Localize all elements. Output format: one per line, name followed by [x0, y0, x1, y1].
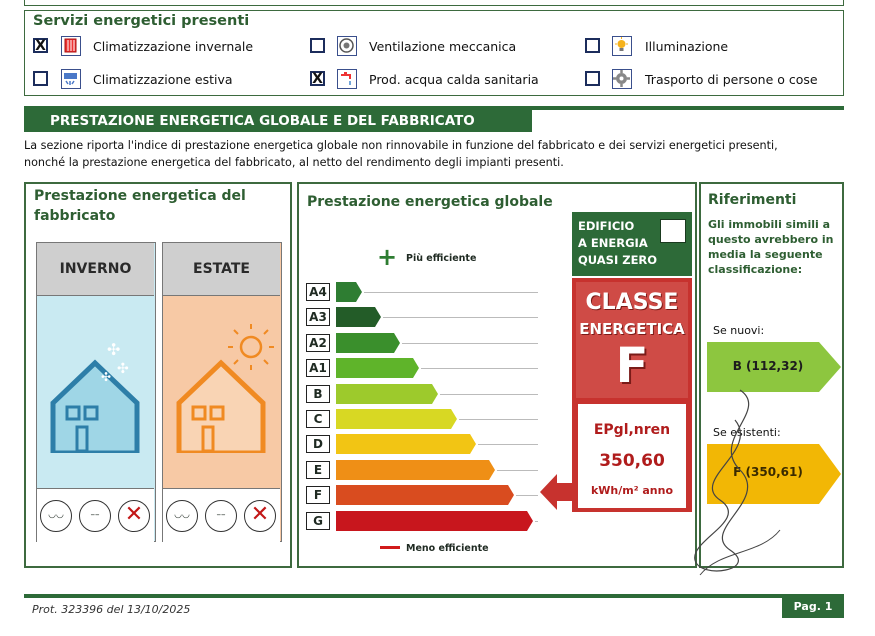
class-label-a2: A2 [306, 334, 330, 352]
classe-label: CLASSE [585, 290, 679, 315]
class-label-c: C [306, 410, 330, 428]
summer-card [162, 242, 282, 542]
ep-unit: kWh/m² anno [590, 484, 674, 497]
nzeb-label-2: A ENERGIA [578, 236, 648, 250]
checkbox-winter-heating[interactable]: X [33, 38, 48, 53]
service-label-winter-heating: Climatizzazione invernale [93, 39, 254, 54]
references-text-4: classificazione: [708, 263, 803, 276]
existing-buildings-label: Se esistenti: [713, 426, 781, 439]
service-label-lighting: Illuminazione [645, 39, 729, 54]
energetica-label: ENERGETICA [579, 320, 685, 338]
services-panel [24, 10, 844, 96]
class-label-d: D [306, 435, 330, 453]
signature [680, 380, 800, 590]
summer-face-neutral: –– [205, 500, 237, 532]
class-guide-line [535, 521, 538, 522]
radiator-icon [61, 36, 81, 56]
energy-class-value: F [615, 338, 649, 394]
class-guide-line [364, 292, 538, 293]
current-class-arrow [540, 472, 574, 512]
new-buildings-value: B (112,32) [732, 359, 804, 373]
protocol-text: Prot. 323396 del 13/10/2025 [32, 603, 191, 616]
summer-house-icon [171, 323, 275, 453]
ep-label: EPgl,nren [593, 422, 671, 438]
class-bar-a3 [336, 307, 381, 327]
svg-text:✣: ✣ [117, 361, 129, 377]
building-performance-panel [24, 182, 292, 568]
summer-label: ESTATE [193, 261, 250, 277]
section-description-2: nonché la prestazione energetica del fabbricato, al netto del rendimento degli impianti presenti. [24, 156, 564, 169]
global-title: Prestazione energetica globale [307, 194, 553, 210]
services-title: Servizi energetici presenti [33, 13, 250, 29]
class-label-a3: A3 [306, 308, 330, 326]
winter-face-neutral: –– [79, 500, 111, 532]
class-bar-b [336, 384, 438, 404]
existing-buildings-value: F (350,61) [733, 465, 803, 479]
class-bar-a2 [336, 333, 400, 353]
summer-face-bad: ✕ [244, 500, 276, 532]
references-title: Riferimenti [708, 192, 797, 208]
winter-face-bad: ✕ [118, 500, 150, 532]
gear-icon [612, 69, 632, 89]
winter-card [36, 242, 156, 542]
class-guide-line [459, 419, 538, 420]
ep-value: 350,60 [599, 451, 665, 471]
nzeb-checkbox[interactable] [660, 219, 686, 243]
svg-text:✣: ✣ [101, 370, 112, 384]
references-text-3: media la seguente [708, 248, 823, 261]
air-conditioner-icon [61, 69, 81, 89]
faucet-icon [337, 69, 357, 89]
class-bar-c [336, 409, 457, 429]
section-title: PRESTAZIONE ENERGETICA GLOBALE E DEL FABBRICATO [50, 113, 475, 129]
references-text-2: questo avrebbero in [708, 233, 834, 246]
class-guide-line [440, 394, 538, 395]
class-guide-line [383, 317, 538, 318]
service-label-mechanical-ventilation: Ventilazione meccanica [369, 39, 517, 54]
references-text-1: Gli immobili simili a [708, 218, 831, 231]
class-bar-a1 [336, 358, 419, 378]
service-label-transport: Trasporto di persone o cose [645, 72, 818, 87]
class-label-a4: A4 [306, 283, 330, 301]
class-guide-line [421, 368, 538, 369]
lightbulb-icon [612, 36, 632, 56]
checkbox-transport[interactable] [585, 71, 600, 86]
fan-icon [337, 36, 357, 56]
winter-house-icon [45, 323, 149, 453]
checkbox-lighting[interactable] [585, 38, 600, 53]
class-bar-e [336, 460, 495, 480]
class-bar-g [336, 511, 533, 531]
class-bar-d [336, 434, 476, 454]
class-guide-line [402, 343, 538, 344]
building-title-2: fabbricato [34, 208, 116, 224]
nzeb-label-3: QUASI ZERO [578, 253, 658, 267]
page-number: Pag. 1 [793, 600, 833, 613]
class-bar-f [336, 485, 514, 505]
less-efficient-label: Meno efficiente [406, 543, 489, 554]
footer-rule [24, 594, 844, 598]
class-label-g: G [306, 512, 330, 530]
svg-text:✣: ✣ [107, 340, 121, 359]
class-guide-line [497, 470, 538, 471]
building-title-1: Prestazione energetica del [34, 188, 246, 204]
service-label-hot-water: Prod. acqua calda sanitaria [369, 72, 539, 87]
top-rule [24, 0, 844, 6]
new-buildings-label: Se nuovi: [713, 324, 765, 337]
section-description-1: La sezione riporta l'indice di prestazione energetica globale non rinnovabile in funzione del fabbricato e dei servizi energetici presenti, [24, 139, 778, 152]
class-guide-line [478, 444, 538, 445]
winter-label: INVERNO [59, 261, 132, 277]
summer-face-good: ◡◡ [166, 500, 198, 532]
winter-face-good: ◡◡ [40, 500, 72, 532]
section-header [24, 110, 532, 132]
service-label-summer-cooling: Climatizzazione estiva [93, 72, 233, 87]
class-label-a1: A1 [306, 359, 330, 377]
class-label-f: F [306, 486, 330, 504]
checkbox-mechanical-ventilation[interactable] [310, 38, 325, 53]
class-label-b: B [306, 385, 330, 403]
plus-icon: + [377, 243, 398, 271]
class-guide-line [516, 495, 538, 496]
class-bar-a4 [336, 282, 362, 302]
nzeb-label-1: EDIFICIO [578, 219, 635, 233]
class-label-e: E [306, 461, 330, 479]
minus-icon [380, 546, 400, 549]
checkbox-hot-water[interactable]: X [310, 71, 325, 86]
checkbox-summer-cooling[interactable] [33, 71, 48, 86]
more-efficient-label: Più efficiente [406, 253, 477, 264]
